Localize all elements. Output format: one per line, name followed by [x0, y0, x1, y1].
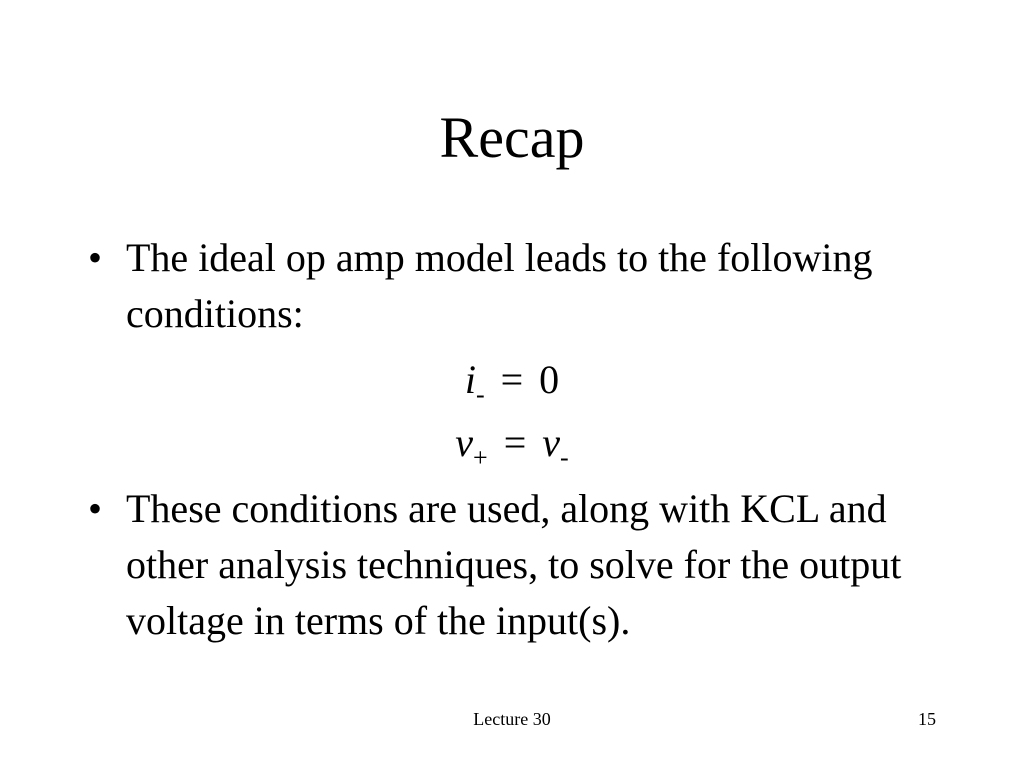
bullet-marker: • [88, 486, 103, 531]
equation-1-lhs-sub: - [475, 380, 485, 409]
footer-lecture-label: Lecture 30 [473, 709, 551, 729]
equation-2-lhs-sub: + [473, 443, 488, 472]
bullet-marker: • [88, 235, 103, 280]
bullet-text-2: These conditions are used, along with KCL and other analysis techniques, to solve for the output voltage in terms of the input(s). [126, 486, 902, 643]
equation-voltage [0, 415, 1024, 471]
equation-1-rhs: 0 [539, 357, 560, 402]
equation-current [0, 352, 1024, 408]
bullet-item-1 [88, 230, 958, 342]
bullet-item-2 [88, 481, 958, 649]
equation-1-operator: = [500, 357, 524, 402]
equation-2-lhs-var: v [455, 420, 474, 465]
slide-page-number: 15 [918, 709, 936, 729]
equation-1-lhs-var: i [464, 357, 476, 402]
equation-2-operator: = [503, 420, 527, 465]
equation-2-rhs-sub: - [560, 443, 569, 472]
equation-2-rhs-var: v [542, 420, 561, 465]
slide-title: Recap [439, 105, 585, 170]
bullet-text-1: The ideal op amp model leads to the following conditions: [126, 235, 873, 336]
